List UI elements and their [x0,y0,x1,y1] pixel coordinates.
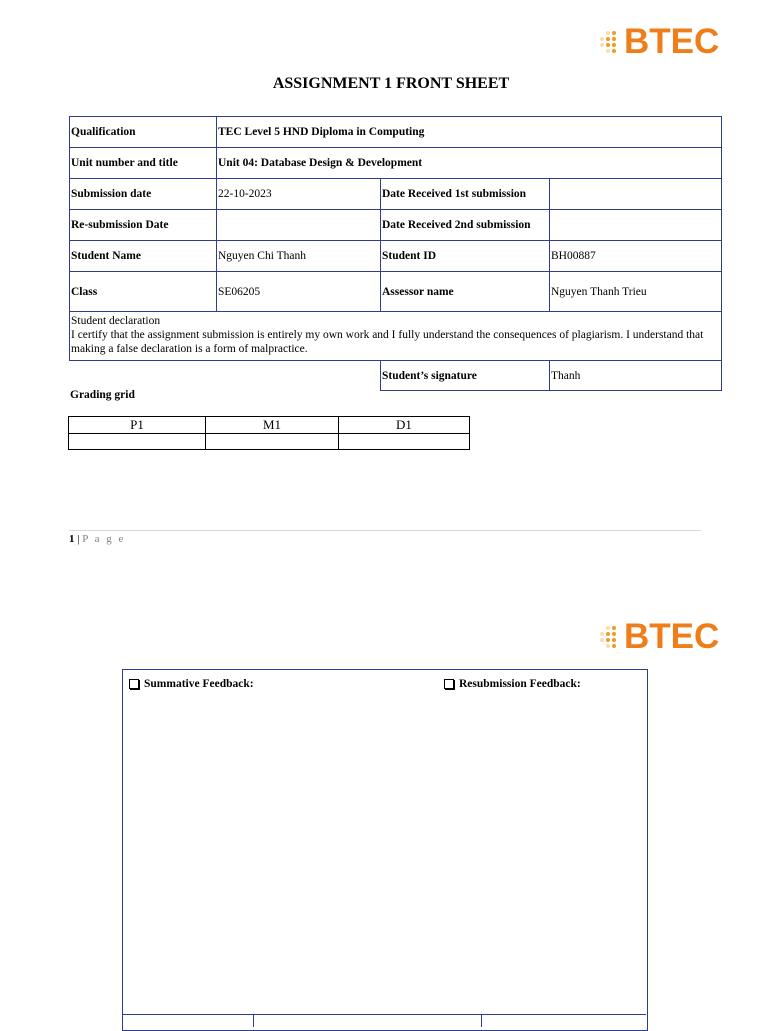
page-number: 1 [69,533,75,545]
declaration-text: I certify that the assignment submission is entirely my own work and I fully understand the consequences of plagiarism. I understand that making a false declaration is a form of malpractice. [71,329,704,355]
submission-date-label: Submission date [70,179,217,210]
submission-date-value: 22-10-2023 [217,179,381,210]
grade-cell-m1 [206,434,339,450]
student-name-label: Student Name [70,241,217,272]
summative-feedback-checkbox[interactable] [129,678,254,690]
logo-dots-icon [600,31,622,53]
page-title: ASSIGNMENT 1 FRONT SHEET [272,75,510,92]
table-row [70,241,722,272]
declaration-label: Student declaration [71,315,161,327]
logo-text: BTEC [624,617,720,656]
grade-cell-d1 [339,434,470,450]
table-row [70,117,722,148]
unit-value: Unit 04: Database Design & Development [217,148,722,179]
resubmission-feedback-label: Resubmission Feedback: [459,678,581,690]
table-row [70,312,722,361]
date-received-1-value [550,179,722,210]
grade-header-m1: M1 [206,417,339,434]
date-received-1-label: Date Received 1st submission [381,179,550,210]
btec-logo [600,617,719,657]
resubmission-date-value [217,210,381,241]
table-row [69,417,470,434]
date-received-2-value [550,210,722,241]
student-id-value: BH00887 [550,241,722,272]
student-id-label: Student ID [381,241,550,272]
table-row [70,179,722,210]
grade-header-p1: P1 [69,417,206,434]
resubmission-date-label: Re-submission Date [70,210,217,241]
table-row [70,272,722,312]
grade-cell-p1 [69,434,206,450]
checkbox-icon [444,679,454,689]
table-row [69,434,470,450]
table-row [70,361,722,391]
feedback-box [122,669,648,1031]
class-label: Class [70,272,217,312]
page-word: P a g e [82,533,126,545]
qualification-value: TEC Level 5 HND Diploma in Computing [217,117,722,148]
signature-value: Thanh [550,361,722,391]
resubmission-feedback-checkbox[interactable] [444,678,581,690]
front-sheet-table [69,116,722,391]
grade-header-d1: D1 [339,417,470,434]
btec-logo [600,22,719,62]
date-received-2-label: Date Received 2nd submission [381,210,550,241]
grading-grid [68,416,470,450]
grading-grid-label: Grading grid [70,389,135,401]
summative-feedback-label: Summative Feedback: [144,678,254,690]
signature-label: Student’s signature [381,361,550,391]
assessor-value: Nguyen Thanh Trieu [550,272,722,312]
unit-label: Unit number and title [70,148,217,179]
feedback-bottom-row [122,1014,646,1027]
table-row [70,148,722,179]
table-row [70,210,722,241]
student-declaration [70,312,722,361]
assessor-label: Assessor name [381,272,550,312]
logo-text: BTEC [624,22,720,61]
page-separator: | [77,533,80,545]
page-footer [69,533,125,545]
class-value: SE06205 [217,272,381,312]
logo-dots-icon [600,626,622,648]
student-name-value: Nguyen Chi Thanh [217,241,381,272]
footer-divider [69,530,701,531]
qualification-label: Qualification [70,117,217,148]
checkbox-icon [129,679,139,689]
